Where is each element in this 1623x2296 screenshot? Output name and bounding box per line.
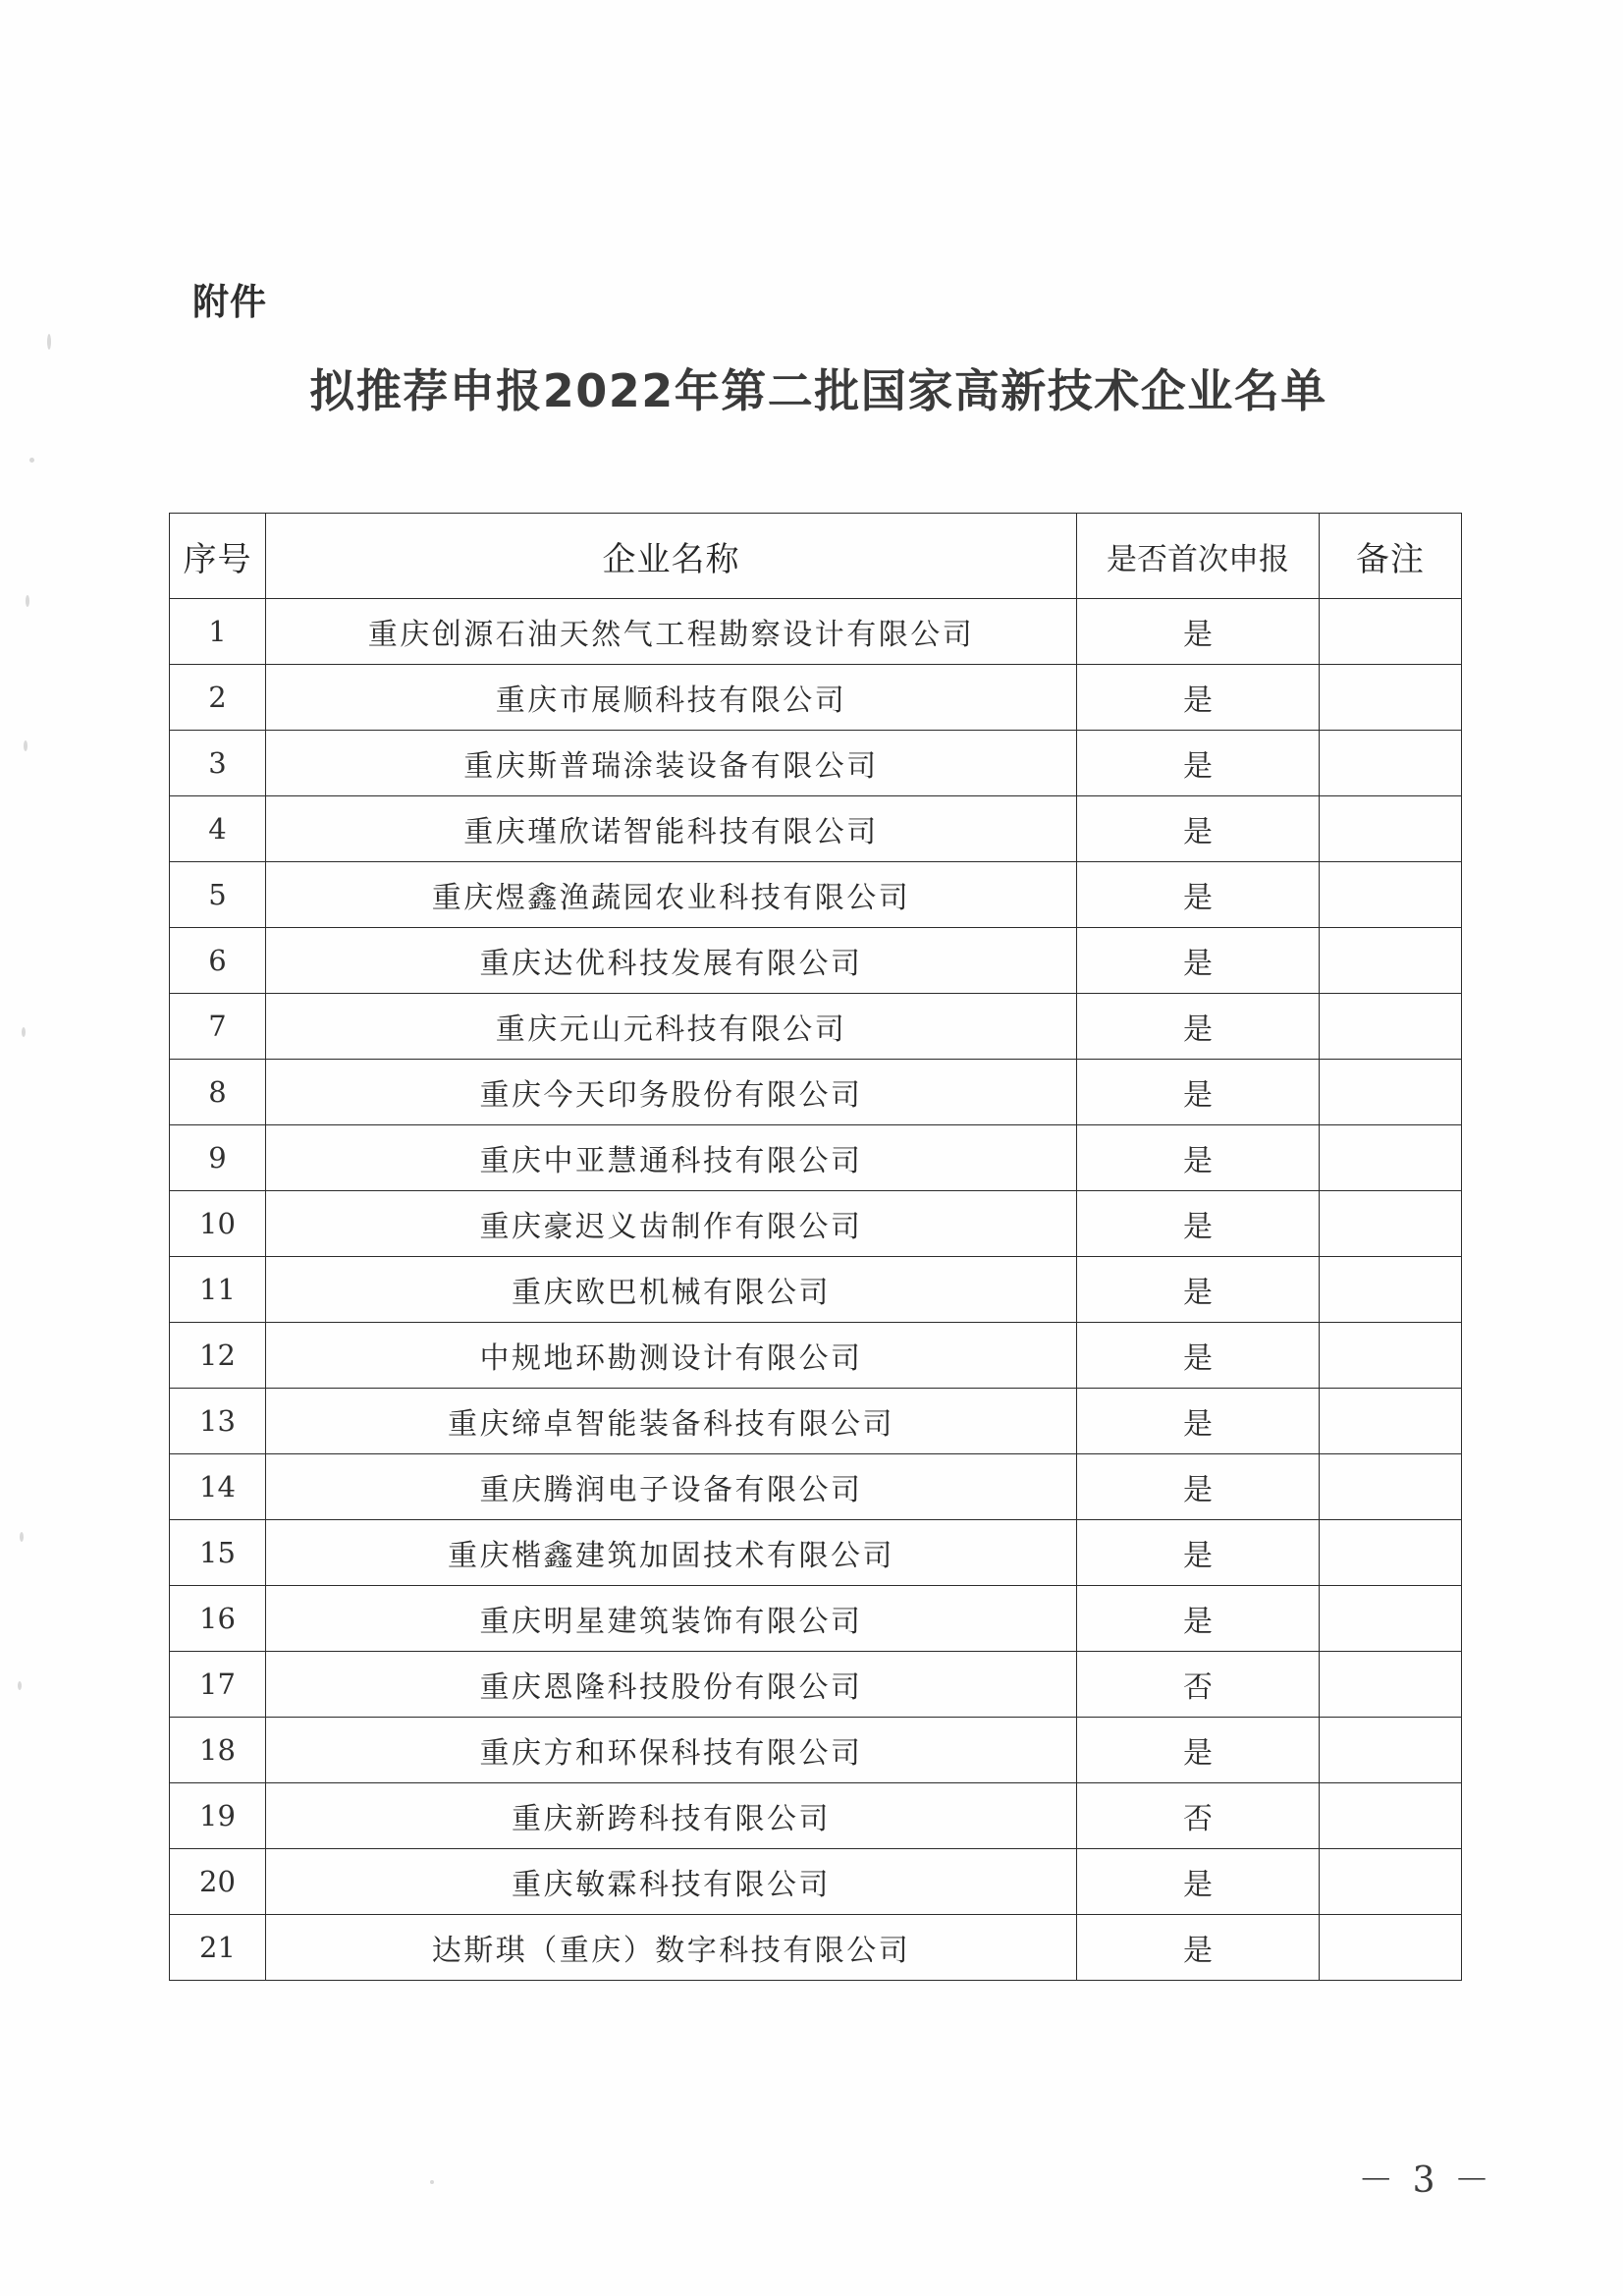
- cell-remark: [1320, 994, 1462, 1060]
- cell-first-application: 否: [1077, 1783, 1320, 1849]
- table-row: [170, 1389, 1462, 1454]
- cell-enterprise-name: 重庆方和环保科技有限公司: [266, 1718, 1077, 1783]
- cell-first-application: 是: [1077, 1520, 1320, 1586]
- cell-first-application: 是: [1077, 796, 1320, 862]
- table-row: [170, 796, 1462, 862]
- scan-speck: [26, 595, 29, 607]
- cell-first-application: 是: [1077, 994, 1320, 1060]
- cell-enterprise-name: 重庆缔卓智能装备科技有限公司: [266, 1389, 1077, 1454]
- page-number-footer: － 3 －: [1358, 2160, 1493, 2201]
- table-row: [170, 1191, 1462, 1257]
- cell-enterprise-name: 重庆瑾欣诺智能科技有限公司: [266, 796, 1077, 862]
- cell-first-application: 是: [1077, 1915, 1320, 1981]
- cell-first-application: 是: [1077, 862, 1320, 928]
- cell-first-application: 是: [1077, 1323, 1320, 1389]
- cell-index: 5: [170, 862, 266, 928]
- table-row: [170, 1125, 1462, 1191]
- table-body: [170, 599, 1462, 1981]
- cell-index: 11: [170, 1257, 266, 1323]
- table-header: [170, 514, 1462, 599]
- column-header-remark: 备注: [1320, 514, 1462, 599]
- cell-index: 13: [170, 1389, 266, 1454]
- cell-remark: [1320, 1060, 1462, 1125]
- cell-index: 4: [170, 796, 266, 862]
- cell-remark: [1320, 928, 1462, 994]
- cell-first-application: 是: [1077, 1060, 1320, 1125]
- cell-enterprise-name: 重庆欧巴机械有限公司: [266, 1257, 1077, 1323]
- cell-index: 19: [170, 1783, 266, 1849]
- cell-remark: [1320, 1586, 1462, 1652]
- cell-index: 10: [170, 1191, 266, 1257]
- cell-index: 15: [170, 1520, 266, 1586]
- cell-index: 16: [170, 1586, 266, 1652]
- cell-index: 17: [170, 1652, 266, 1718]
- column-header-name: 企业名称: [266, 514, 1077, 599]
- cell-remark: [1320, 1454, 1462, 1520]
- cell-index: 21: [170, 1915, 266, 1981]
- cell-first-application: 是: [1077, 1389, 1320, 1454]
- cell-first-application: 是: [1077, 1125, 1320, 1191]
- cell-remark: [1320, 1849, 1462, 1915]
- cell-first-application: 是: [1077, 731, 1320, 796]
- table-row: [170, 1520, 1462, 1586]
- cell-enterprise-name: 重庆楷鑫建筑加固技术有限公司: [266, 1520, 1077, 1586]
- cell-first-application: 是: [1077, 665, 1320, 731]
- table-row: [170, 928, 1462, 994]
- page-title: 拟推荐申报2022年第二批国家高新技术企业名单: [309, 364, 1327, 417]
- enterprise-list-table-container: [169, 513, 1461, 1981]
- cell-enterprise-name: 重庆创源石油天然气工程勘察设计有限公司: [266, 599, 1077, 665]
- cell-remark: [1320, 1652, 1462, 1718]
- cell-first-application: 是: [1077, 1718, 1320, 1783]
- cell-enterprise-name: 重庆元山元科技有限公司: [266, 994, 1077, 1060]
- table-row: [170, 1849, 1462, 1915]
- scan-speck: [18, 1681, 22, 1690]
- cell-index: 18: [170, 1718, 266, 1783]
- cell-index: 20: [170, 1849, 266, 1915]
- table-row: [170, 1718, 1462, 1783]
- cell-remark: [1320, 1257, 1462, 1323]
- cell-remark: [1320, 1125, 1462, 1191]
- cell-index: 9: [170, 1125, 266, 1191]
- cell-enterprise-name: 重庆腾润电子设备有限公司: [266, 1454, 1077, 1520]
- table-row: [170, 665, 1462, 731]
- cell-remark: [1320, 862, 1462, 928]
- cell-enterprise-name: 重庆市展顺科技有限公司: [266, 665, 1077, 731]
- cell-remark: [1320, 796, 1462, 862]
- cell-first-application: 是: [1077, 1191, 1320, 1257]
- cell-enterprise-name: 重庆新跨科技有限公司: [266, 1783, 1077, 1849]
- cell-first-application: 是: [1077, 1849, 1320, 1915]
- cell-enterprise-name: 重庆今天印务股份有限公司: [266, 1060, 1077, 1125]
- scan-speck: [47, 334, 51, 350]
- cell-index: 2: [170, 665, 266, 731]
- cell-remark: [1320, 1783, 1462, 1849]
- attachment-label: 附件: [192, 281, 267, 323]
- column-header-first-application: 是否首次申报: [1077, 514, 1320, 599]
- cell-enterprise-name: 重庆豪迟义齿制作有限公司: [266, 1191, 1077, 1257]
- cell-index: 12: [170, 1323, 266, 1389]
- cell-index: 14: [170, 1454, 266, 1520]
- cell-enterprise-name: 达斯琪（重庆）数字科技有限公司: [266, 1915, 1077, 1981]
- cell-remark: [1320, 599, 1462, 665]
- cell-index: 6: [170, 928, 266, 994]
- table-row: [170, 1454, 1462, 1520]
- cell-remark: [1320, 1915, 1462, 1981]
- scan-speck: [24, 740, 27, 751]
- table-row: [170, 862, 1462, 928]
- table-row: [170, 1257, 1462, 1323]
- table-row: [170, 1652, 1462, 1718]
- cell-index: 8: [170, 1060, 266, 1125]
- cell-enterprise-name: 重庆斯普瑞涂装设备有限公司: [266, 731, 1077, 796]
- table-row: [170, 994, 1462, 1060]
- cell-first-application: 是: [1077, 599, 1320, 665]
- scan-speck: [29, 458, 34, 463]
- column-header-index: 序号: [170, 514, 266, 599]
- table-header-row: [170, 514, 1462, 599]
- cell-enterprise-name: 重庆恩隆科技股份有限公司: [266, 1652, 1077, 1718]
- cell-enterprise-name: 重庆煜鑫渔蔬园农业科技有限公司: [266, 862, 1077, 928]
- cell-index: 3: [170, 731, 266, 796]
- cell-enterprise-name: 重庆敏霖科技有限公司: [266, 1849, 1077, 1915]
- table-row: [170, 1323, 1462, 1389]
- scan-speck: [22, 1027, 26, 1037]
- cell-remark: [1320, 731, 1462, 796]
- cell-index: 1: [170, 599, 266, 665]
- cell-remark: [1320, 665, 1462, 731]
- cell-remark: [1320, 1389, 1462, 1454]
- cell-first-application: 是: [1077, 1257, 1320, 1323]
- cell-first-application: 是: [1077, 1586, 1320, 1652]
- table-row: [170, 731, 1462, 796]
- cell-enterprise-name: 中规地环勘测设计有限公司: [266, 1323, 1077, 1389]
- cell-first-application: 否: [1077, 1652, 1320, 1718]
- cell-enterprise-name: 重庆达优科技发展有限公司: [266, 928, 1077, 994]
- table-row: [170, 1586, 1462, 1652]
- scan-speck: [20, 1532, 24, 1542]
- cell-remark: [1320, 1323, 1462, 1389]
- cell-enterprise-name: 重庆中亚慧通科技有限公司: [266, 1125, 1077, 1191]
- cell-remark: [1320, 1191, 1462, 1257]
- cell-first-application: 是: [1077, 928, 1320, 994]
- cell-first-application: 是: [1077, 1454, 1320, 1520]
- table-row: [170, 1915, 1462, 1981]
- cell-remark: [1320, 1520, 1462, 1586]
- table-row: [170, 1783, 1462, 1849]
- table-row: [170, 1060, 1462, 1125]
- scan-speck: [430, 2180, 434, 2184]
- cell-remark: [1320, 1718, 1462, 1783]
- cell-enterprise-name: 重庆明星建筑装饰有限公司: [266, 1586, 1077, 1652]
- cell-index: 7: [170, 994, 266, 1060]
- table-row: [170, 599, 1462, 665]
- enterprise-list-table: [169, 513, 1462, 1981]
